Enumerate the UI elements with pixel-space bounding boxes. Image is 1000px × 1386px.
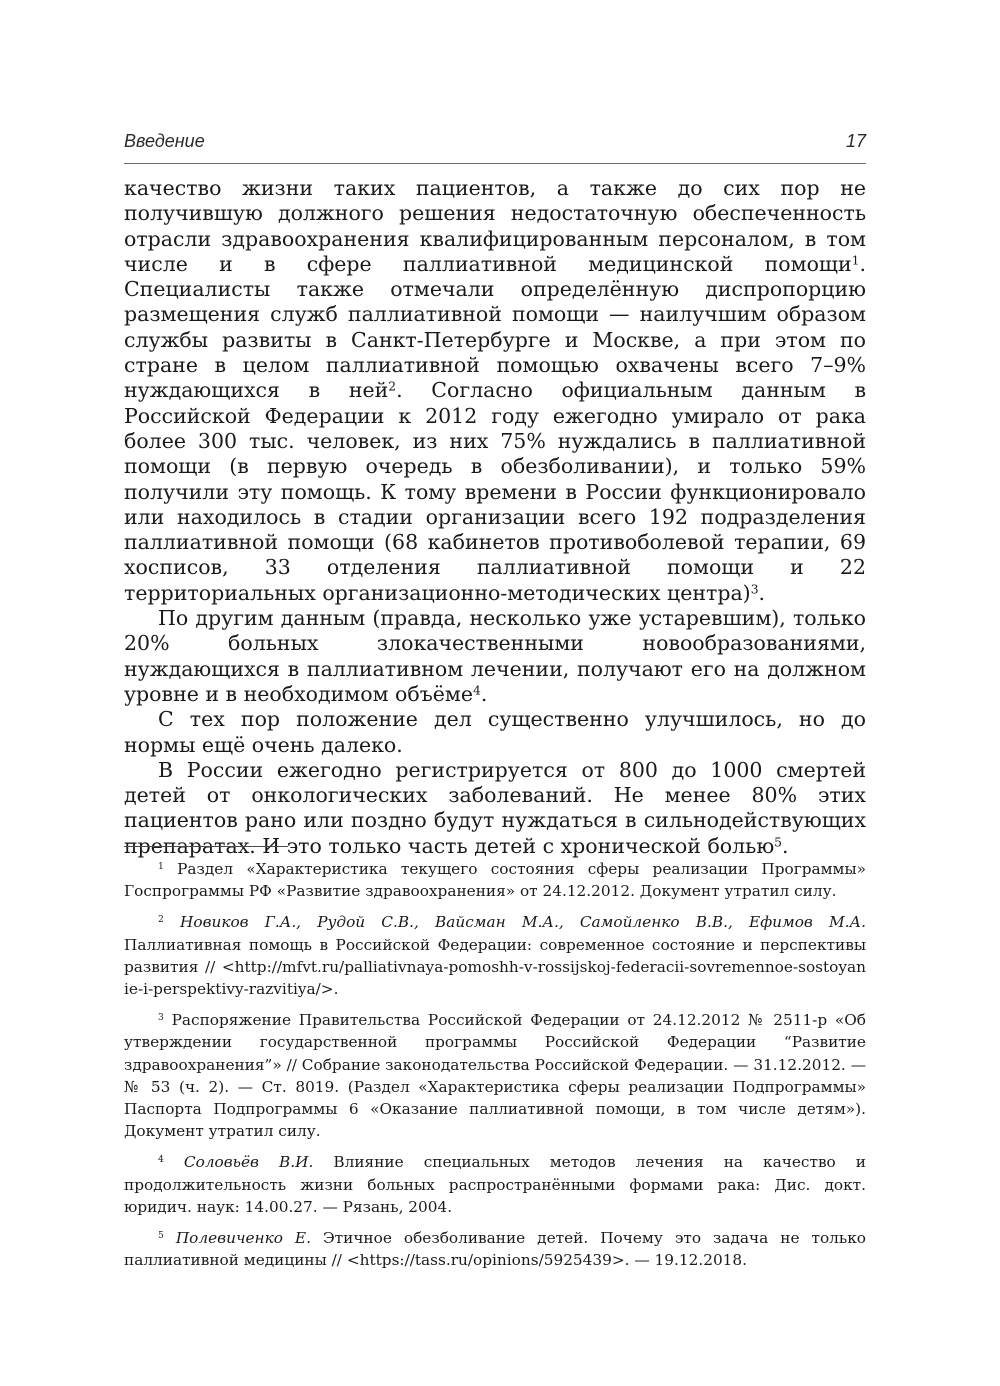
- running-header: [124, 128, 866, 164]
- footnote-text: Паллиативная помощь в Российской Федерации: современное состояние и перспективы развития //: [124, 935, 866, 976]
- footnote-ref[interactable]: 2: [388, 379, 397, 394]
- footnote-link[interactable]: <https://tass.ru/opinions/5925439>. — 19.12.2018.: [346, 1251, 748, 1270]
- footnote-link[interactable]: <http://mfvt.ru/palliativnaya-pomoshh-v-rossijskoj-federacii-sovremennoe-sostoyanie-i-perspektivy-razvitiya/>.: [124, 957, 866, 999]
- footnotes: [124, 858, 866, 1280]
- footnote-authors: Соловьёв В.И.: [183, 1153, 314, 1172]
- footnote: [124, 1009, 866, 1142]
- footnote-number: 5: [158, 1230, 164, 1241]
- footnote-authors: Новиков Г.А., Рудой С.В., Вайсман М.А., Самойленко В.В., Ефимов М.А.: [180, 913, 866, 932]
- section-title: Введение: [124, 131, 205, 151]
- paragraph-text: С тех пор положение дел существенно улучшилось, но до нормы ещё очень далеко.: [124, 707, 866, 757]
- paragraph-text: По другим данным (правда, несколько уже устаревшим), только 20% больных злокачественными новообразованиями, нуждающихся в паллиативном лечении, получают его на должном уровне и в необходимом объёме: [124, 606, 866, 706]
- paragraph: [124, 176, 866, 606]
- paragraph-text: . Специалисты также отмечали определённую диспропорцию размещения служб паллиативной помощи — наилучшим образом службы развиты в Санкт-Петербурге и Москве, а при этом по стране в целом паллиативной помощью охвачены всего 7–9% нуждающихся в ней: [124, 251, 866, 403]
- footnote-number: 1: [158, 860, 164, 872]
- footnote-authors: Полевиченко Е.: [175, 1229, 311, 1248]
- footnote: [124, 1151, 866, 1218]
- footnote-number: 2: [158, 914, 164, 926]
- paragraph: [124, 606, 866, 707]
- footnote-ref[interactable]: 5: [774, 834, 782, 849]
- footnote-separator: [124, 846, 288, 847]
- main-text: [124, 176, 866, 859]
- paragraph-text: В России ежегодно регистрируется от 800 до 1000 смертей детей от онкологических заболеваний. Не менее 80% этих пациентов рано или поздно будут нуждаться в сильнодействующих препаратах. И это только часть детей с хронической болью: [124, 757, 866, 858]
- paragraph-text: .: [480, 681, 488, 706]
- page-number: 17: [845, 131, 866, 151]
- footnote-number: 3: [158, 1012, 164, 1024]
- paragraph-text: .: [782, 833, 789, 858]
- paragraph-text: .: [758, 580, 766, 605]
- paragraph-text: качество жизни таких пациентов, а также до сих пор не получившую должного решения недостаточную обеспеченность отрасли здравоохранения квалифицированным персоналом, в том числе и в сфере паллиативной медицинской помощи: [124, 176, 866, 276]
- footnote-ref[interactable]: 1: [851, 253, 860, 268]
- footnote: [124, 911, 866, 1000]
- paragraph: [124, 758, 866, 859]
- footnote-text: Распоряжение Правительства Российской Федерации от 24.12.2012 № 2511-р «Об утверждении государственной программы Российской Федерации “Развитие здравоохранения”» // Собрание законодательства Российской Федерации. — 31.12.2012. — № 53 (ч. 2). — Ст. 8019. (Раздел «Характеристика сферы реализации Подпрограммы» Паспорта Подпрограммы 6 «Оказание паллиативной помощи, в том числе детям»). Документ утратил силу.: [124, 1011, 866, 1141]
- footnote-ref[interactable]: 4: [472, 683, 481, 698]
- paragraph: [124, 707, 866, 758]
- footnote: [124, 858, 866, 902]
- footnote: [124, 1227, 866, 1271]
- footnote-number: 4: [158, 1154, 164, 1166]
- footnote-text: Этичное обезболивание детей. Почему это задача не только паллиативной медицины //: [124, 1229, 866, 1270]
- paragraph-text: . Согласно официальным данным в Российской Федерации к 2012 году ежегодно умирало от рака более 300 тыс. человек, из них 75% нуждались в паллиативной помощи (в первую очередь в обезболивании), и только 59% получили эту помощь. К тому времени в России функционировало или находилось в стадии организации всего 192 подразделения паллиативной помощи (68 кабинетов противоболевой терапии, 69 хосписов, 33 отделения паллиативной помощи и 22 территориальных организационно-методических центра): [124, 378, 866, 605]
- footnote-text: Раздел «Характеристика текущего состояния сферы реализации Программы» Госпрограммы РФ «Развитие здравоохранения» от 24.12.2012. Документ утратил силу.: [124, 860, 866, 901]
- footnote-ref[interactable]: 3: [750, 582, 759, 596]
- footnote-text: Влияние специальных методов лечения на качество и продолжительность жизни больных распространёнными формами рака: Дис. докт. юридич. наук: 14.00.27. — Рязань, 2004.: [124, 1153, 867, 1216]
